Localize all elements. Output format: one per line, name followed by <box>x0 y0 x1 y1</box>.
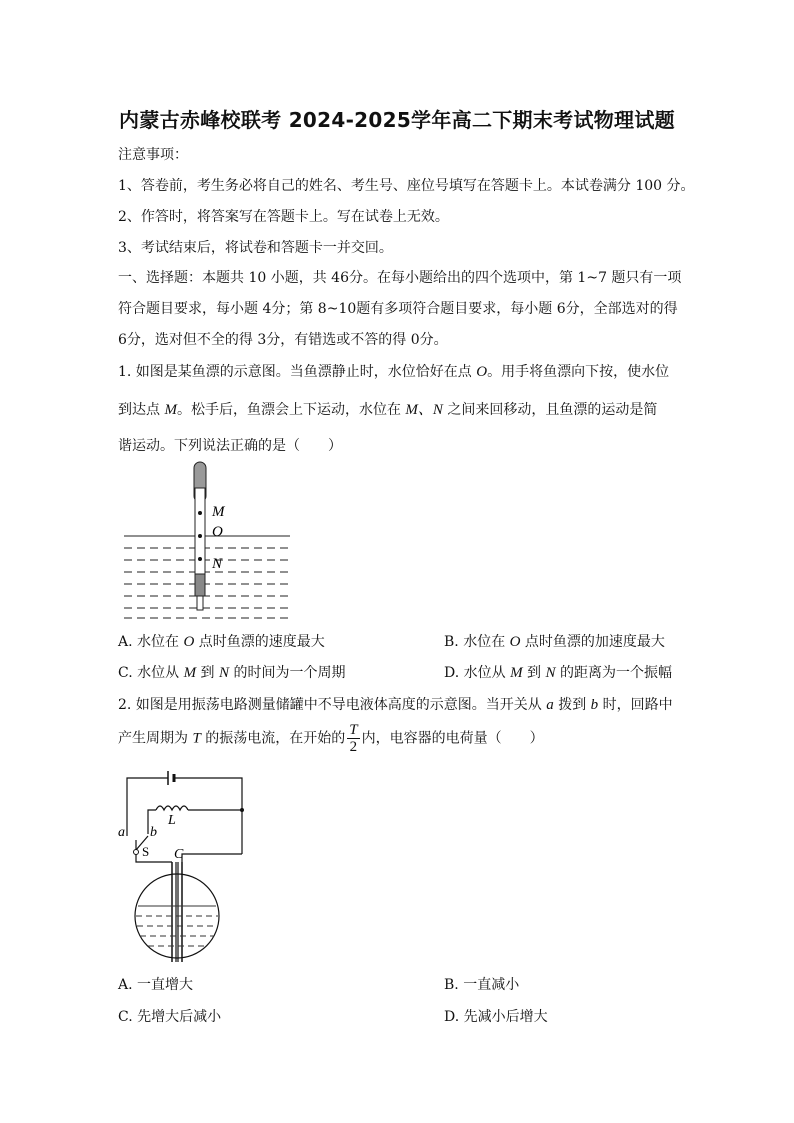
fishing-float-figure <box>116 458 296 628</box>
option-text: 的时间为一个周期 <box>229 665 346 681</box>
q2-option-C[interactable]: C. 先增大后减小 <box>118 1009 222 1025</box>
option-text: 点时鱼漂的速度最大 <box>194 634 325 650</box>
label-L: L <box>168 813 176 828</box>
q2-var-a: a <box>546 697 554 713</box>
label-M: M <box>212 504 225 520</box>
option-text: 到 <box>196 665 219 681</box>
q1-option-D[interactable] <box>444 663 672 683</box>
q1-stem-line-1 <box>118 362 669 382</box>
option-var: O <box>183 634 195 650</box>
option-var: O <box>509 634 521 650</box>
q2-option-A[interactable]: A. 一直增大 <box>118 977 194 993</box>
label-a: a <box>118 825 125 840</box>
page-title: 内蒙古赤峰校联考 2024-2025学年高二下期末考试物理试题 <box>119 108 675 132</box>
label-C: C <box>174 847 184 862</box>
q1-text: 。松手后，鱼漂会上下运动，水位在 <box>176 402 406 418</box>
q2-option-B[interactable]: B. 一直减小 <box>444 977 520 993</box>
q2-var-b: b <box>590 697 599 713</box>
q1-text: 到达点 <box>118 402 165 418</box>
fraction-numerator: T <box>349 722 358 738</box>
option-text: D. 水位从 <box>444 665 511 681</box>
label-N: N <box>212 556 223 572</box>
option-text: 到 <box>522 665 546 681</box>
option-var: M <box>510 665 523 681</box>
section1-line-2: 符合题目要求，每小题 4分；第 8~10题有多项符合题目要求，每小题 6分，全部选对的得 <box>118 301 678 317</box>
option-var: M <box>183 665 197 681</box>
q1-text: 1. 如图是某鱼漂的示意图。当鱼漂静止时，水位恰好在点 <box>118 364 477 380</box>
q1-text: 。用手将鱼漂向下按，使水位 <box>487 364 670 380</box>
q1-var-O: O <box>476 364 488 380</box>
q2-text: 拨到 <box>553 697 591 713</box>
q2-text: 2. 如图是用振荡电路测量储罐中不导电液体高度的示意图。当开关从 <box>118 697 547 713</box>
q1-var-MN: M、N <box>405 402 443 418</box>
option-text: B. 水位在 <box>444 634 510 650</box>
float-body <box>194 462 206 610</box>
q2-stem-line-1 <box>118 695 673 715</box>
water-dashes <box>124 536 290 618</box>
section1-line-3: 6分，选对但不全的得 3分，有错选或不答的得 0分。 <box>118 332 448 348</box>
notes-heading: 注意事项： <box>118 147 188 163</box>
section1-line-1: 一、选择题：本题共 10 小题，共 46分。在每小题给出的四个选项中，第 1~7 题只有一项 <box>118 270 682 286</box>
option-text: 的距离为一个振幅 <box>555 665 672 681</box>
q2-text: 的振荡电流，在开始的 <box>200 730 346 747</box>
lc-circuit-figure <box>112 766 262 966</box>
q2-text: 时，回路中 <box>598 697 673 713</box>
q1-option-C[interactable] <box>118 663 345 683</box>
q2-text: 产生周期为 <box>118 730 193 747</box>
q1-option-B[interactable] <box>444 632 665 652</box>
notes-item-1: 1、答卷前，考生务必将自己的姓名、考生号、座位号填写在答题卡上。本试卷满分 100 分。 <box>118 178 695 194</box>
fraction-denominator: 2 <box>349 739 358 755</box>
label-S: S <box>142 844 150 859</box>
notes-item-3: 3、考试结束后，将试卷和答题卡一并交回。 <box>118 240 393 256</box>
q1-stem-line-3: 谐运动。下列说法正确的是（ ） <box>118 438 342 454</box>
q1-text: 之间来回移动，且鱼漂的运动是简 <box>442 402 658 418</box>
option-text: 点时鱼漂的加速度最大 <box>520 634 665 650</box>
q1-var-M: M <box>164 402 177 418</box>
option-text: A. 水位在 <box>118 634 184 650</box>
option-var: N <box>545 665 556 681</box>
q1-option-A[interactable] <box>118 632 325 652</box>
notes-item-2: 2、作答时，将答案写在答题卡上。写在试卷上无效。 <box>118 209 449 225</box>
label-b: b <box>150 825 157 840</box>
option-text: C. 水位从 <box>118 665 184 681</box>
q2-stem-line-2 <box>118 722 544 755</box>
option-var: N <box>218 665 229 681</box>
q2-var-T: T <box>192 730 201 747</box>
label-O: O <box>212 524 223 540</box>
q1-stem-line-2 <box>118 400 657 420</box>
q2-option-D[interactable]: D. 先减小后增大 <box>444 1009 548 1025</box>
q2-text: 内，电容器的电荷量（ ） <box>361 730 544 747</box>
fraction-T-over-2 <box>347 722 359 755</box>
